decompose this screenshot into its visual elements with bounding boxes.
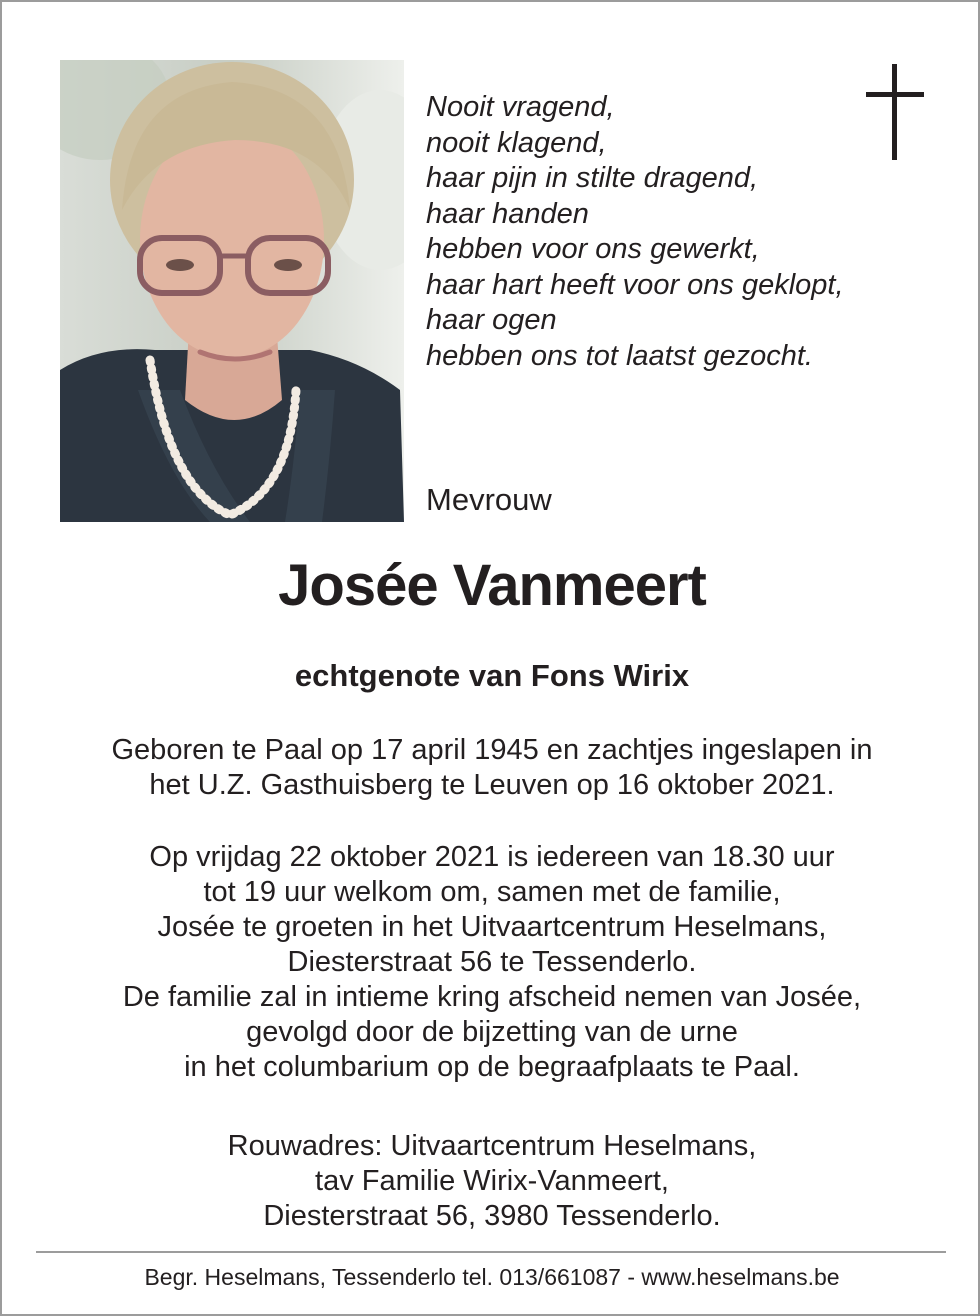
- portrait-illustration: [60, 60, 404, 522]
- paragraph-line: Diesterstraat 56 te Tessenderlo.: [287, 946, 697, 978]
- poem: [426, 90, 896, 374]
- ceremony-paragraph: [2, 840, 980, 1085]
- portrait-photo: [60, 60, 404, 522]
- paragraph-line: Geboren te Paal op 17 april 1945 en zachtjes ingeslapen in: [111, 734, 873, 766]
- address-line: tav Familie Wirix-Vanmeert,: [315, 1165, 669, 1197]
- poem-line: hebben voor ons gewerkt,: [426, 233, 760, 265]
- paragraph-line: gevolgd door de bijzetting van de urne: [246, 1016, 738, 1048]
- paragraph-line: het U.Z. Gasthuisberg te Leuven op 16 oktober 2021.: [149, 769, 835, 801]
- poem-line: haar handen: [426, 197, 589, 230]
- poem-line: haar pijn in stilte dragend,: [426, 162, 759, 194]
- honorific: Mevrouw: [426, 482, 552, 517]
- funeral-home-footer: Begr. Heselmans, Tessenderlo tel. 013/661087 - www.heselmans.be: [144, 1264, 840, 1290]
- mourning-address: [2, 1129, 980, 1234]
- deceased-name: Josée Vanmeert: [278, 553, 706, 618]
- poem-line: haar ogen: [426, 304, 557, 336]
- address-line: Rouwadres: Uitvaartcentrum Heselmans,: [227, 1130, 757, 1162]
- poem-line: nooit klagend,: [426, 126, 607, 159]
- birth-death-paragraph: [2, 733, 980, 803]
- poem-line: hebben ons tot laatst gezocht.: [426, 339, 813, 372]
- spouse-line: echtgenote van Fons Wirix: [294, 658, 690, 693]
- paragraph-line: in het columbarium op de begraafplaats te Paal.: [184, 1051, 800, 1083]
- paragraph-line: Josée te groeten in het Uitvaartcentrum Heselmans,: [157, 911, 827, 943]
- paragraph-line: De familie zal in intieme kring afscheid nemen van Josée,: [122, 981, 862, 1013]
- paragraph-line: tot 19 uur welkom om, samen met de familie,: [203, 876, 781, 908]
- address-line: Diesterstraat 56, 3980 Tessenderlo.: [263, 1200, 721, 1232]
- poem-line: haar hart heeft voor ons geklopt,: [426, 268, 844, 301]
- paragraph-line: Op vrijdag 22 oktober 2021 is iedereen van 18.30 uur: [149, 841, 835, 873]
- poem-line: Nooit vragend,: [426, 91, 615, 123]
- divider: [36, 1251, 946, 1253]
- cross-icon: [866, 64, 924, 160]
